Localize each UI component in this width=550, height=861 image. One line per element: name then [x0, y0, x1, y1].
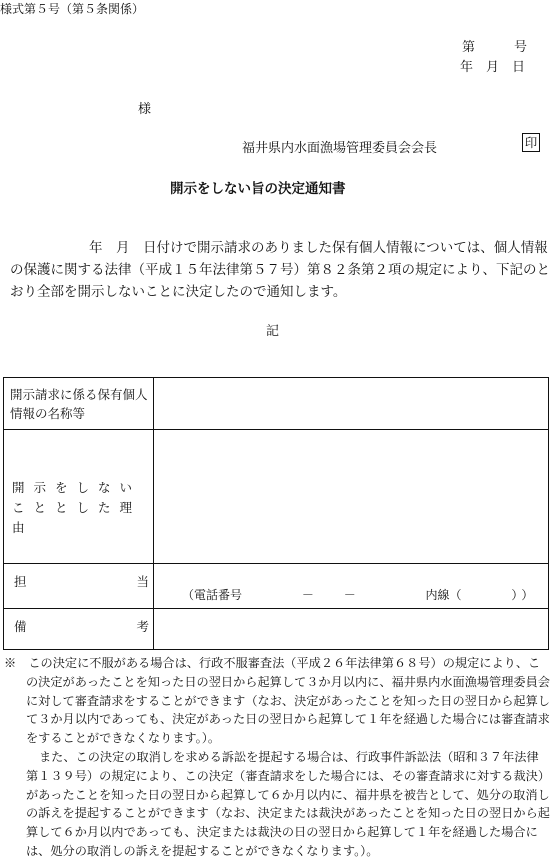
remarks-label-left: 備 [14, 619, 27, 634]
table-row [4, 430, 549, 564]
document-title: 開示をしない旨の決定通知書 [170, 181, 346, 197]
seal-mark: 印 [522, 133, 540, 152]
reason-value[interactable] [154, 430, 549, 564]
table-row [4, 564, 549, 609]
lawsuit-note: また、この決定の取消しを求める訴訟を提起する場合は、行政事件訴訟法（昭和３７年法律第１３９号）の規定により、この決定（審査請求をした場合には、その審査請求に対する裁決）があったことを知った日の翌日から起算して６か月以内に、福井県を被告として、処分の取消しの訴えを提起することができます（なお、決定または裁決があったことを知った日の翌日から起算して６か月以内であっても、決定または裁決の日の翌日から起算して１年を経過した場合には、処分の取消しの訴えを提起することができなくなります。）。 [26, 749, 550, 858]
phone-label: （電話番号 [182, 588, 243, 602]
record-name-label: 開示請求に係る保有個人情報の名称等 [4, 378, 154, 430]
phone-line [154, 564, 548, 603]
remarks-label-right: 考 [136, 619, 149, 634]
contact-label-left: 担 [14, 574, 27, 589]
contact-label-right: 当 [136, 574, 149, 589]
extension-label: 内線（ [425, 588, 462, 602]
phone-dash-1: － [301, 588, 314, 602]
body-text [10, 237, 550, 303]
form-number: 様式第５号（第５条関係） [0, 2, 145, 16]
date-label: 年 月 日 [460, 60, 526, 75]
record-name-value[interactable] [154, 378, 549, 430]
contact-label-cell [4, 564, 154, 609]
appeal-note: ※ この決定に不服がある場合は、行政不服審査法（平成２６年法律第６８号）の規定により、この決定があったことを知った日の翌日から起算して３か月以内に、福井県内水面漁場管理委員会に対して審査請求をすることができます（なお、決定があったことを知った日の翌日から起算して３か月以内であっても、決定があった日の翌日から起算して１年を経過した場合には審査請求をすることができなくなります。）。 [4, 656, 550, 746]
table-row [4, 609, 549, 650]
addressee-honorific: 様 [138, 102, 152, 117]
notes-section [4, 654, 550, 861]
reason-label-cell [4, 430, 154, 564]
sender-name: 福井県内水面漁場管理委員会会長 [242, 141, 438, 156]
remarks-label-cell [4, 609, 154, 650]
remarks-value[interactable] [154, 609, 549, 650]
extension-close: ）） [511, 588, 538, 602]
body-paragraph: 年 月 日付けで開示請求のありました保有個人情報については、個人情報の保護に関する法律（平成１５年法律第５７号）第８２条第２項の規定により、下記のとおり全部を開示しないことに決定したので通知します。 [10, 240, 550, 300]
contact-value[interactable] [154, 564, 549, 609]
ki-heading: 記 [266, 324, 280, 339]
details-table [3, 377, 549, 650]
reason-label: 開示をしないこととした理由 [12, 480, 142, 535]
table-row [4, 378, 549, 430]
phone-dash-2: － [343, 588, 356, 602]
document-number-label: 第 号 [462, 40, 528, 55]
